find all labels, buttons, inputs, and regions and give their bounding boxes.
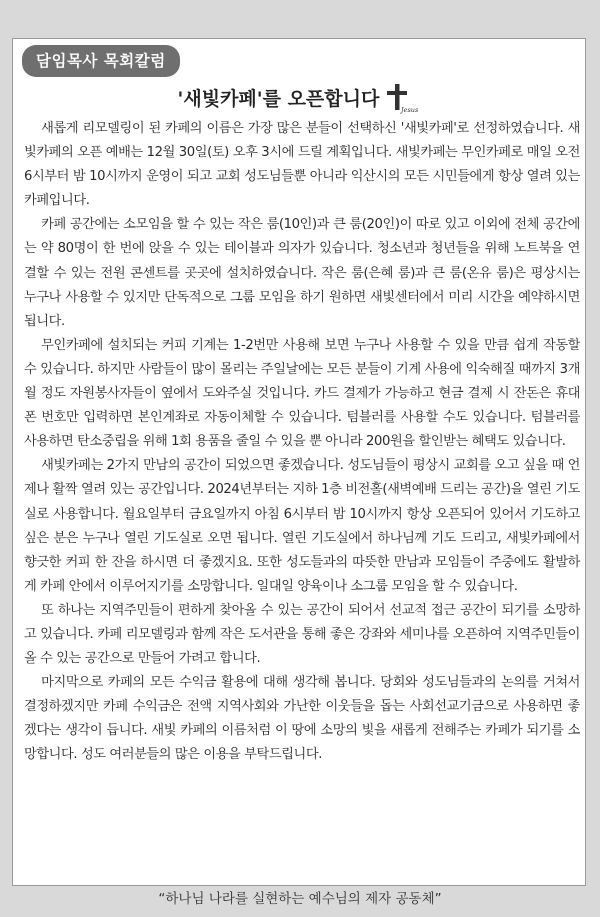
cross-label: Jesus [401,106,419,114]
paragraph: 무인카페에 설치되는 커피 기계는 1-2번만 사용해 보면 누구나 사용할 수 있을 만큼 쉽게 작동할 수 있습니다. 하지만 사람들이 많이 몰리는 주일날에는 모든 분들이 기계 사용에 익숙해질 때까지 3개월 정도 자원봉사자들이 옆에서 도와주실 것입니다. 카드 결제가 가능하고 현금 결제 시 잔돈은 휴대폰 번호만 입력하면 본인계좌로 자동이체할 수 있습니다. 텀블러를 사용할 수도 있습니다. 텀블러를 사용하면 탄소중립을 위해 1회 용품을 줄일 수 있을 뿐 아니라 200원을 할인받는 혜택도 있습니다. [24,337,580,450]
cross-icon [384,82,422,116]
paragraph: 또 하나는 지역주민들이 편하게 찾아올 수 있는 공간이 되어서 선교적 접근 공간이 되기를 소망하고 있습니다. 카페 리모델링과 함께 작은 도서관을 통해 좋은 강좌와 세미나를 오픈하여 지역주민들이 올 수 있는 공간으로 만들어 가려고 합니다. [24,602,580,667]
article-body [24,117,580,768]
column-title: '새빛카페'를 오픈합니다 [177,88,380,110]
paragraph: 새빛카페는 2가지 만남의 공간이 되었으면 좋겠습니다. 성도님들이 평상시 교회를 오고 싶을 때 언제나 활짝 열려 있는 공간입니다. 2024년부터는 지하 1층 비전홀(새벽예배 드리는 공간)을 열린 기도실로 사용합니다. 월요일부터 금요일까지 아침 6시부터 밤 10시까지 항상 오픈되어 있어서 기도하고 싶은 분은 누구나 열린 기도실로 오면 됩니다. 열린 기도실에서 하나님께 기도 드리고, 새빛카페에서 향긋한 커피 한 잔을 하시면 더 좋겠지요. 또한 성도들과의 따뜻한 만남과 모임들이 주중에도 활발하게 카페 안에서 이루어지기를 소망합니다. 일대일 양육이나 소그룹 모임을 할 수 있습니다. [24,458,580,594]
paragraph: 카페 공간에는 소모임을 할 수 있는 작은 룸(10인)과 큰 룸(20인)이 따로 있고 이외에 전체 공간에는 약 80명이 한 번에 앉을 수 있는 테이블과 의자가 있습니다. 청소년과 청년들을 위해 노트북을 연결할 수 있는 전원 콘센트를 곳곳에 설치하였습니다. 작은 룸(은혜 룸)과 큰 룸(온유 룸)은 평상시는 누구나 사용할 수 있지만 단독적으로 그룹 모임을 하기 원하면 새빛센터에서 미리 시간을 예약하시면 됩니다. [24,217,580,329]
column-badge: 담임목사 목회칼럼 [22,45,180,77]
footer-slogan: “하나님 나라를 실현하는 예수님의 제자 공동체” [158,891,442,907]
paragraph: 마지막으로 카페의 모든 수익금 활용에 대해 생각해 봅니다. 당회와 성도님들과의 논의를 거쳐서 결정하겠지만 카페 수익금은 전액 지역사회와 가난한 이웃들을 돕는 사회선교기금으로 사용하면 좋겠다는 생각이 듭니다. 새빛 카페의 이름처럼 이 땅에 소망의 빛을 새롭게 전해주는 카페가 되기를 소망합니다. 성도 여러분들의 많은 이용을 부탁드립니다. [24,675,580,763]
paragraph: 새롭게 리모델링이 된 카페의 이름은 가장 많은 분들이 선택하신 '새빛카페'로 선정하였습니다. 새빛카페의 오픈 예배는 12월 30일(토) 오후 3시에 드릴 계획입니다. 새빛카페는 무인카페로 매일 오전 6시부터 밤 10시까지 운영이 되고 교회 성도님들뿐 아니라 익산시의 모든 시민들에게 항상 열려 있는 카페입니다. [24,121,580,209]
title-row [0,82,600,116]
